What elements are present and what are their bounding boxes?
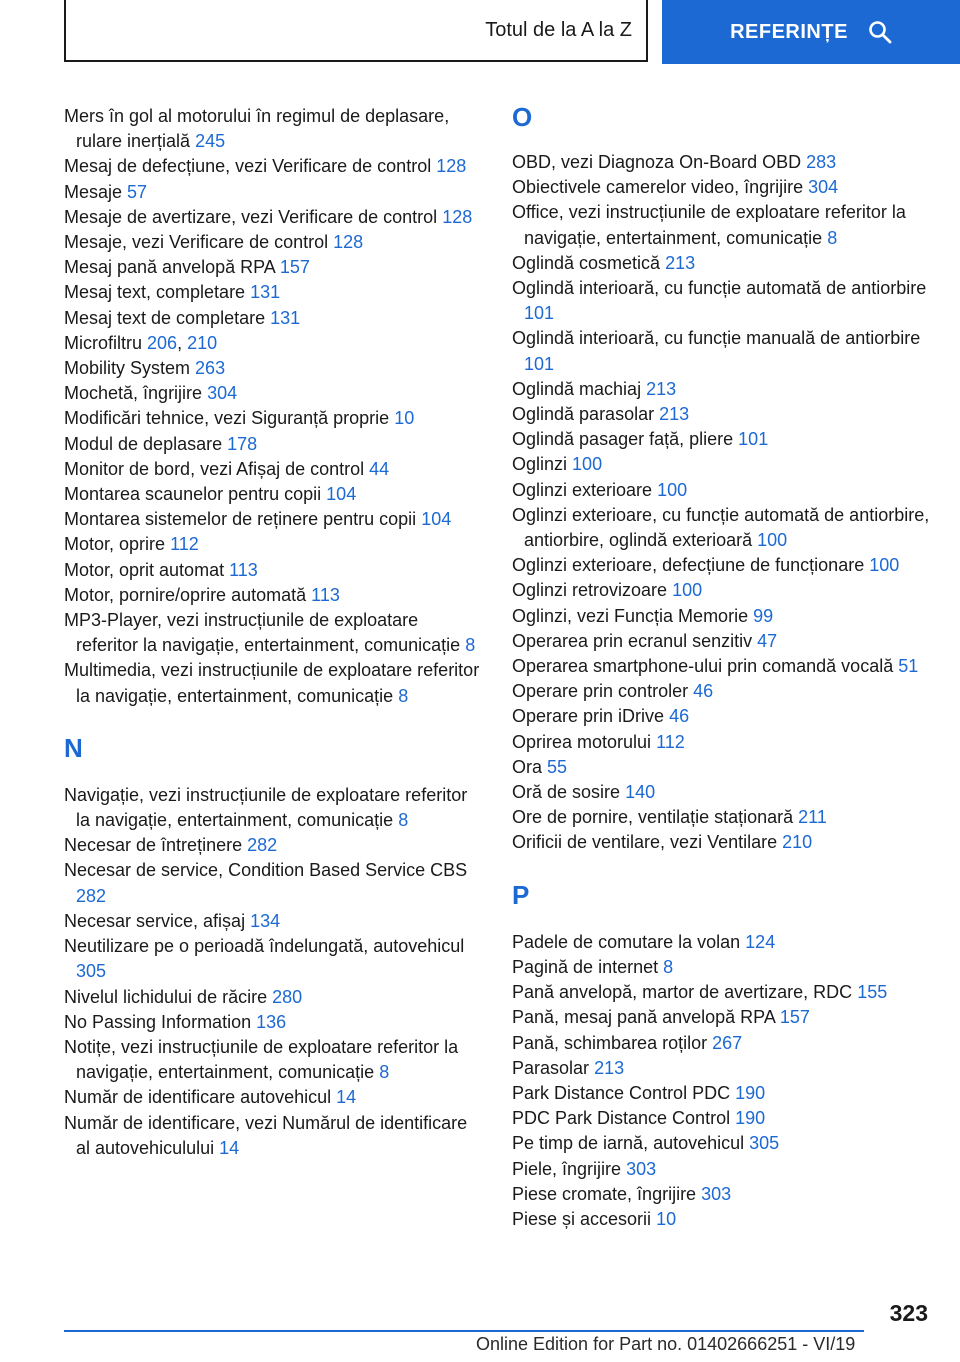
page-link[interactable]: 113 [311,584,340,605]
page-link[interactable]: 128 [442,206,473,227]
index-entry-text: Oglindă cosmetică [512,252,661,273]
index-entry-text: Oglinzi exterioare [512,479,653,500]
index-entry-text: Obiectivele camerelor video, îngrijire [512,177,804,198]
index-entry [64,858,484,908]
index-entry [64,482,484,507]
index-entry [512,654,932,679]
page-link[interactable]: 245 [195,131,226,152]
page-link[interactable]: 55 [547,756,568,777]
index-entry-text: Mesaj pană anvelopă RPA [64,257,275,278]
index-entry-text: Mesaj de defecțiune, vezi Verificare de control [64,156,432,177]
footer-edition [476,1334,855,1355]
index-entry-text: MP3-Player, vezi instrucțiunile de exploatare referitor la navigație, entertainment, comunicație [64,610,461,656]
page-link[interactable]: 210 [187,332,218,353]
page-link[interactable]: 304 [207,383,238,404]
index-entry [64,432,484,457]
index-entry-text: Mesaj text de completare [64,307,266,328]
index-entry [64,583,484,608]
page-link[interactable]: 157 [279,257,310,278]
index-entry [512,930,932,955]
index-column-right [512,104,932,1232]
page-link[interactable]: 283 [806,152,837,172]
page-link[interactable]: 304 [808,177,839,198]
page-link[interactable]: 178 [227,433,258,454]
page-link[interactable]: 8 [663,956,674,977]
page-link[interactable]: 44 [369,458,390,479]
tab-references[interactable] [662,0,960,64]
page-link[interactable]: 8 [398,810,409,831]
page-link[interactable]: 112 [656,731,685,752]
index-entry [64,833,484,858]
index-entry-text: Pană, schimbarea roților [512,1032,708,1053]
index-entry-text: Oglinzi [512,454,568,475]
page-link[interactable]: 282 [76,885,107,906]
index-entry [64,934,484,984]
section-letter: P [512,879,530,910]
index-entry-text: Pană, mesaj pană anvelopă RPA [512,1007,775,1028]
page-link[interactable]: 282 [247,835,278,856]
index-entry [512,1081,932,1106]
index-entry-text: Necesar de service, Condition Based Service CBS [64,860,468,881]
page-link[interactable]: 213 [659,404,690,425]
index-entry-text: Office, vezi instrucțiunile de exploatare referitor la navigație, entertainment, comunicație [512,202,906,248]
index-entry [64,1035,484,1085]
page-number: 323 [889,1300,928,1326]
page-link[interactable]: 155 [857,982,888,1003]
page-link[interactable]: 305 [76,961,107,982]
page-link[interactable]: 128 [333,232,364,253]
index-entry-text: Număr de identificare, vezi Numărul de identificare al autovehiculului [64,1112,468,1158]
index-entry-text: Mesaje, vezi Verificare de control [64,232,329,253]
index-entry [512,402,932,427]
index-entry-text: Piele, îngrijire [512,1158,622,1179]
page-link[interactable]: 303 [626,1158,657,1179]
index-entry [64,507,484,532]
index-entry-text: Neutilizare pe o perioadă îndelungată, autovehicul [64,936,465,957]
index-entry-text: Multimedia, vezi instrucțiunile de exploatare referitor la navigație, entertainment, comunicație [64,660,480,706]
index-entry [512,629,932,654]
index-entry-text: Oglindă interioară, cu funcție automată de antiorbire [512,278,927,299]
section-letter: N [64,732,83,763]
page-link[interactable]: 134 [250,910,281,931]
index-entry-text: Operare prin iDrive [512,706,665,727]
page-link[interactable]: 157 [779,1007,810,1028]
index-entry-text: Oglinzi exterioare, defecțiune de funcționare [512,555,865,576]
section-letter: O [512,102,533,132]
index-entry [512,755,932,780]
index-entry [512,730,932,755]
index-entry [512,427,932,452]
index-entry-text: Oglinzi exterioare, cu funcție automată de antiorbire, antiorbire, oglindă exterioară [512,504,930,551]
page-link[interactable]: 8 [465,635,476,656]
index-entry [64,1085,484,1110]
index-entry [64,381,484,406]
index-entry-text: Microfiltru [64,332,143,353]
page-link[interactable]: 104 [326,484,357,505]
page-link[interactable]: 190 [735,1108,766,1129]
page-link[interactable]: 211 [798,807,827,828]
index-entry [64,985,484,1010]
index-entry-text: Park Distance Control PDC [512,1082,731,1103]
index-entry-text: Oglinzi retrovizoare [512,580,668,601]
index-entry-text: Padele de comutare la volan [512,931,741,952]
index-entry [512,1157,932,1182]
page-link[interactable]: 99 [753,605,774,626]
index-entry-text: Pagină de internet [512,956,659,977]
index-entry [64,1010,484,1035]
index-entry-text: Operarea prin ecranul senzitiv [512,630,753,651]
index-entry [64,205,484,230]
index-entry-text: Mesaje de avertizare, vezi Verificare de control [64,206,438,227]
index-entry [64,608,484,658]
index-entry [512,1106,932,1131]
page-link[interactable]: 100 [657,479,688,500]
index-entry-text: Montarea scaunelor pentru copii [64,484,322,505]
index-entry [512,955,932,980]
index-entry [512,780,932,805]
index-entry-text: Piese cromate, îngrijire [512,1183,697,1204]
index-entry [64,230,484,255]
index-entry [64,532,484,557]
page-link[interactable]: 213 [594,1057,625,1078]
index-entry [512,1182,932,1207]
page-link[interactable]: 14 [336,1087,357,1108]
index-entry-text: Mers în gol al motorului în regimul de deplasare, rulare inerțială [64,106,450,152]
index-entry-text: Motor, pornire/oprire automată [64,584,307,605]
index-entry [512,805,932,830]
page-link[interactable]: 267 [712,1032,743,1053]
page-link[interactable]: 190 [735,1082,766,1103]
page-link[interactable]: 100 [869,555,900,576]
index-entry [512,377,932,402]
page-link[interactable]: 303 [701,1183,732,1204]
index-entry [512,276,932,326]
index-entry-text: Navigație, vezi instrucțiunile de exploatare referitor la navigație, entertainment, comunicație [64,784,468,831]
index-entry-text: Oglindă parasolar [512,404,655,425]
footer-divider [64,1330,864,1332]
index-entry-text: Pe timp de iarnă, autovehicul [512,1133,745,1154]
index-entry [512,1005,932,1030]
page-link[interactable]: 8 [398,685,409,706]
index-entry-text: No Passing Information [64,1011,252,1032]
index-entry [64,154,484,179]
index-entry-text: Operarea smartphone-ului prin comandă vocală [512,656,894,677]
index-entry [512,326,932,376]
index-entry-text: Motor, oprit automat [64,559,225,580]
index-entry [512,1207,932,1232]
index-entry-text: Necesar de întreținere [64,835,243,856]
index-entry [512,578,932,603]
page-link[interactable]: 136 [256,1011,287,1032]
index-entry [512,503,932,553]
page-link[interactable]: 100 [672,580,703,601]
index-entry-text: Oră de sosire [512,782,621,803]
index-entry: Microfiltru 206, 210 [64,332,218,353]
index-entry-text: Necesar service, afișaj [64,910,246,931]
page-link[interactable]: 10 [394,408,415,429]
tab-references-label: REFERINȚE [730,20,848,43]
page-link[interactable]: 305 [749,1133,780,1154]
index-entry [512,1031,932,1056]
page-link[interactable]: 10 [656,1208,677,1229]
page-link[interactable]: 46 [693,681,714,702]
index-entry-text: Ore de pornire, ventilație staționară [512,807,794,828]
header [0,0,960,66]
index-entry-text: Mesaj text, completare [64,282,246,303]
index-entry [512,1131,932,1156]
index-entry-text: Modul de deplasare [64,433,223,454]
page-link[interactable]: 100 [757,530,788,551]
page-link[interactable]: 140 [625,782,656,803]
index-entry [512,980,932,1005]
page-link[interactable]: 128 [436,156,467,177]
index-entry [64,255,484,280]
tab-az-index[interactable] [64,0,648,62]
index-entry [64,558,484,583]
index-entry [512,251,932,276]
search-icon[interactable] [868,20,892,44]
index-entry [512,830,932,855]
page-link[interactable]: 112 [170,534,199,555]
index-entry [64,180,484,205]
index-entry-text: Oglindă machiaj [512,378,642,399]
page-link[interactable]: 104 [421,509,452,530]
index-entry [64,909,484,934]
index-entry [512,553,932,578]
index-column-left [64,104,484,1161]
index-entry-text: Pană anvelopă, martor de avertizare, RDC [512,982,853,1003]
index-entry-text: Număr de identificare autovehicul [64,1087,332,1108]
page-link[interactable]: 210 [782,832,813,853]
index-entry [512,478,932,503]
page-link[interactable]: 14 [219,1137,240,1158]
page-link[interactable]: 57 [127,181,148,202]
index-entry [64,406,484,431]
page-link[interactable]: 124 [745,931,776,952]
tab-az-label: Totul de la A la Z [485,18,632,41]
index-entry-text: PDC Park Distance Control [512,1108,731,1129]
index-entry-text: Parasolar [512,1057,590,1078]
index-entry-text: Piese și accesorii [512,1208,652,1229]
page-link[interactable]: 280 [272,986,303,1007]
index-entry [512,452,932,477]
index-entry-text: Operare prin controler [512,681,689,702]
index-entry-text: Motor, oprire [64,534,166,555]
index-entry-text: Notițe, vezi instrucțiunile de exploatare referitor la navigație, entertainment, comunicație [64,1036,459,1083]
index-entry [64,356,484,381]
index-entry-text: Nivelul lichidului de răcire [64,986,268,1007]
index-entry [512,679,932,704]
index-entry [64,457,484,482]
index-entry [512,1056,932,1081]
footer-text: Online Edition for Part no. 01402666251 - VI/19 [476,1334,856,1354]
index-entry-text: Modificări tehnice, vezi Siguranță proprie [64,408,390,429]
index-entry-text: Orificii de ventilare, vezi Ventilare [512,832,778,853]
page-link[interactable]: 46 [669,706,690,727]
page-link[interactable]: 131 [250,282,281,303]
index-entry [64,306,484,331]
page-link[interactable]: 101 [738,429,769,450]
page-link[interactable]: 263 [195,358,226,379]
index-entry [512,150,932,175]
page-link[interactable]: 213 [665,252,696,273]
index-entry [512,704,932,729]
index-entry-text: Oprirea motorului [512,731,652,752]
index-entry [64,783,484,833]
index-entry [64,280,484,305]
page-link[interactable]: 131 [270,307,301,328]
index-entry-text: OBD, vezi Diagnoza On-Board OBD [512,152,802,172]
page-link[interactable]: 113 [229,559,258,580]
index-entry-text: Monitor de bord, vezi Afișaj de control [64,458,365,479]
page-link[interactable]: 101 [524,353,555,374]
page-link[interactable]: 8 [827,227,838,248]
page-link[interactable]: 51 [898,656,919,677]
page-link[interactable]: 101 [524,303,555,324]
index-entry-text: Oglinzi, vezi Funcția Memorie [512,605,749,626]
page-link[interactable]: 213 [646,378,677,399]
index-entry-text: Mobility System [64,358,191,379]
page-link[interactable]: 100 [572,454,603,475]
index-entry [512,175,932,200]
index-entry-text: Oglindă pasager față, pliere [512,429,734,450]
index-entry [64,1111,484,1161]
index-entry [512,200,932,250]
index-entry [64,658,484,708]
page-link[interactable]: 206 [147,332,178,353]
page-link[interactable]: 8 [379,1062,390,1083]
index-entry-text: Ora [512,756,543,777]
index-entry-text: Mesaje [64,181,123,202]
index-entry [512,604,932,629]
page-link[interactable]: 47 [757,630,778,651]
index-entry [64,104,484,154]
index-entry-text: Mochetă, îngrijire [64,383,203,404]
index-entry-text: Oglindă interioară, cu funcție manuală de antiorbire [512,328,921,349]
index-entry-text: Montarea sistemelor de reținere pentru copii [64,509,417,530]
